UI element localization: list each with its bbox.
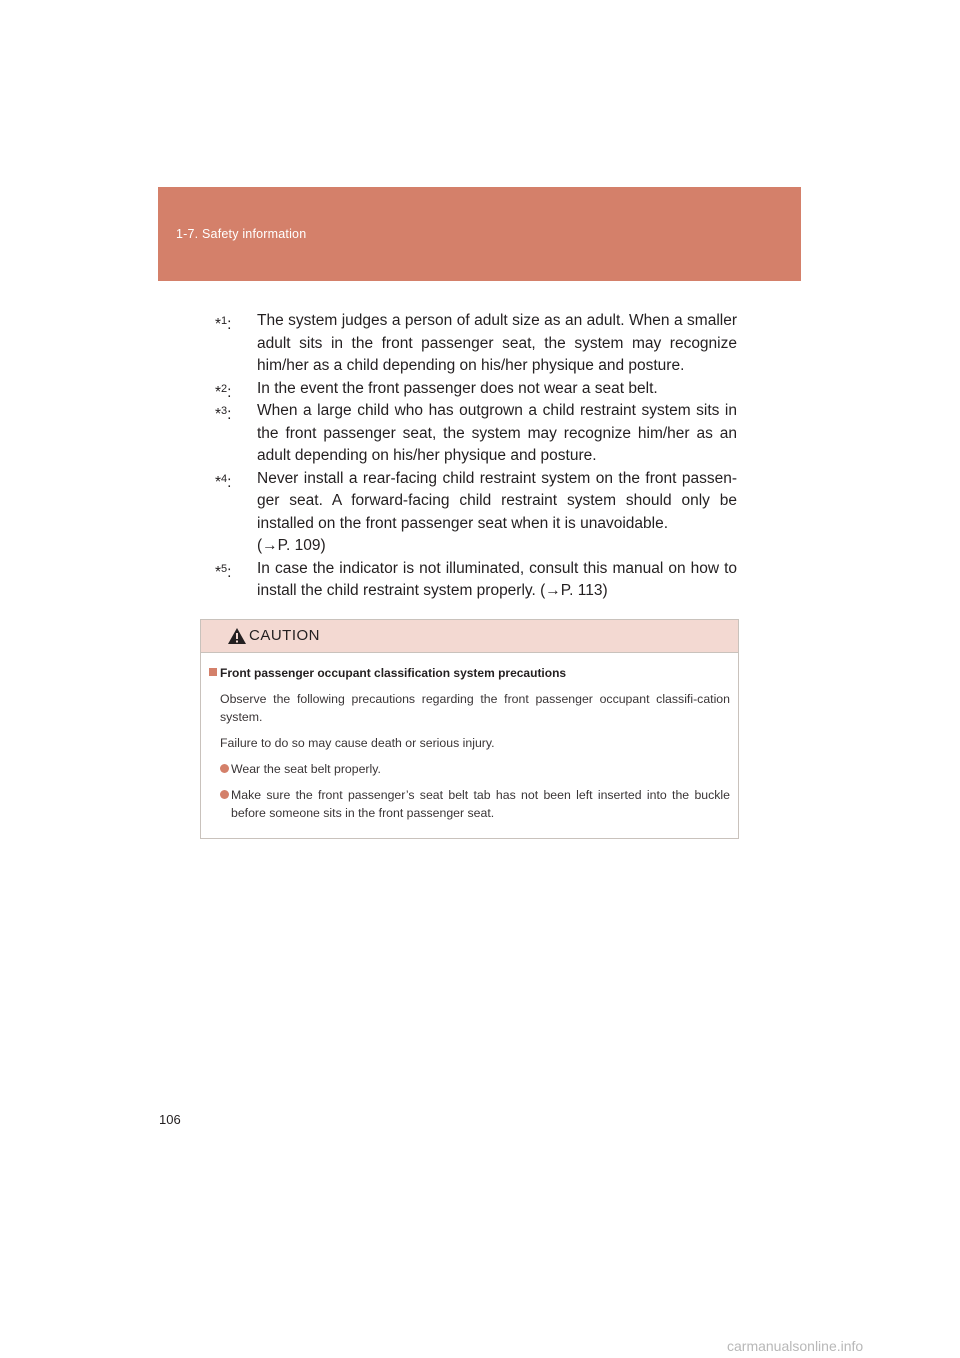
square-bullet-icon [209, 668, 217, 676]
section-header-band [158, 187, 801, 281]
section-title: 1-7. Safety information [176, 227, 307, 241]
watermark: carmanualsonline.info [727, 1338, 864, 1354]
footnote-2: *$^2$: In the event the front passenger does not wear a seat belt. [215, 378, 737, 401]
footnote-3: *$^3$: When a large child who has outgrown a child restraint system sits in the front passenger seat, the system may recognize him/her as an adult depending on his/her physique and posture. [215, 400, 737, 468]
caution-box [200, 619, 739, 839]
warning-triangle-icon [227, 627, 247, 645]
page-number: 106 [159, 1112, 181, 1127]
caution-heading: Front passenger occupant classification system precautions [209, 664, 730, 682]
round-bullet-icon [220, 790, 229, 799]
round-bullet-icon [220, 764, 229, 773]
caution-bullet: Wear the seat belt properly. [209, 760, 730, 778]
footnote-1: *$^1$: The system judges a person of adult size as an adult. When a smaller adult sits in the front passenger seat, the system may recognize him/her as a child depending on his/her physique and posture. [215, 310, 737, 378]
footnote-text: Never install a rear-facing child restraint system on the front passen-ger seat. A forward-facing child restraint system should only be installed on the front passenger seat when it is unavoidable. [257, 469, 737, 532]
footnote-text: In the event the front passenger does not wear a seat belt. [257, 379, 658, 397]
footnote-text: In case the indicator is not illuminated, consult this manual on how to install the child restraint system properly. (→P. 113) [257, 559, 737, 599]
caution-bullet: Make sure the front passenger’s seat belt tab has not been left inserted into the buckle before someone sits in the front passenger seat. [209, 786, 730, 822]
footnote-4: *$^4$: Never install a rear-facing child restraint system on the front passen-ger seat. A forward-facing child restraint system should only be installed on the front passenger seat when it is unavoidable. (→P. 109) [215, 468, 737, 558]
caution-body [201, 653, 738, 822]
caution-header [201, 620, 738, 653]
footnote-5: *$^5$: In case the indicator is not illuminated, consult this manual on how to install the child restraint system properly. (→P. 113) [215, 558, 737, 603]
footnote-text: The system judges a person of adult size as an adult. When a smaller adult sits in the front passenger seat, the system may recognize him/her as a child depending on his/her physique and posture. [257, 312, 737, 374]
page-reference-link[interactable]: (→P. 109) [257, 537, 326, 554]
caution-paragraph: Observe the following precautions regarding the front passenger occupant classifi-cation system. [220, 692, 730, 724]
footnote-text: When a large child who has outgrown a child restraint system sits in the front passenger seat, the system may recognize him/her as an adult depending on his/her physique and posture. [257, 402, 737, 464]
caution-title: CAUTION [249, 627, 320, 644]
caution-paragraph: Failure to do so may cause death or serious injury. [220, 736, 495, 750]
footnotes-list [215, 310, 737, 603]
